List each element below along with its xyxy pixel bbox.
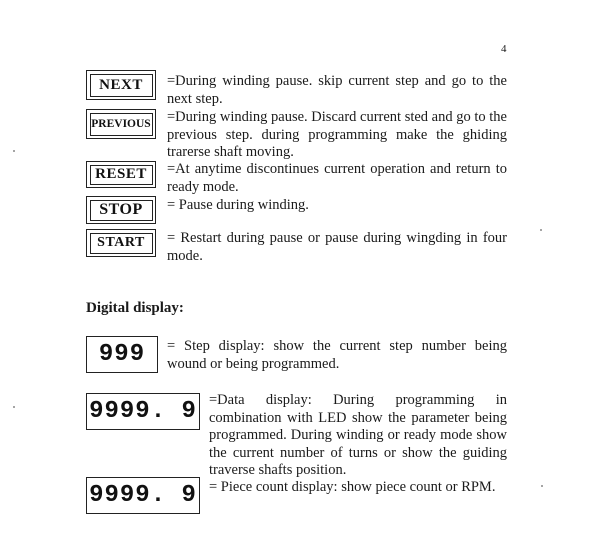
next-key-description: =During winding pause. skip current step and go to the next step. — [167, 73, 507, 107]
step-display: 999 — [86, 336, 158, 373]
data-display: 9999. 9 — [86, 393, 200, 430]
start-key-description: = Restart during pause or pause during wingding in four mode. — [167, 230, 507, 264]
digital-display-title: Digital display: — [86, 300, 184, 316]
previous-key-description: =During winding pause. Discard current sted and go to the previous step. during programming make the ghiding trarerse shaft moving. — [167, 109, 507, 160]
stop-key: STOP — [86, 196, 156, 224]
data-display-description: =Data display: During programming in combination with LED show the parameter being programmed. During winding or ready mode show the current number of turns or show the guiding traverse shafts position. — [209, 392, 507, 478]
reset-key: RESET — [86, 161, 156, 188]
start-key: START — [86, 229, 156, 257]
previous-key: PREVIOUS — [86, 109, 156, 139]
piece-count-display-description: = Piece count display: show piece count or RPM. — [209, 479, 496, 495]
page-number: 4 — [501, 43, 507, 55]
stop-key-description: = Pause during winding. — [167, 197, 309, 213]
scan-speck — [13, 150, 15, 152]
reset-key-description: =At anytime discontinues current operation and return to ready mode. — [167, 161, 507, 195]
scan-speck — [541, 485, 543, 487]
scan-speck — [13, 406, 15, 408]
step-display-description: = Step display: show the current step number being wound or being programmed. — [167, 338, 507, 372]
scan-speck — [540, 229, 542, 231]
piece-count-display: 9999. 9 — [86, 477, 200, 514]
next-key: NEXT — [86, 70, 156, 100]
